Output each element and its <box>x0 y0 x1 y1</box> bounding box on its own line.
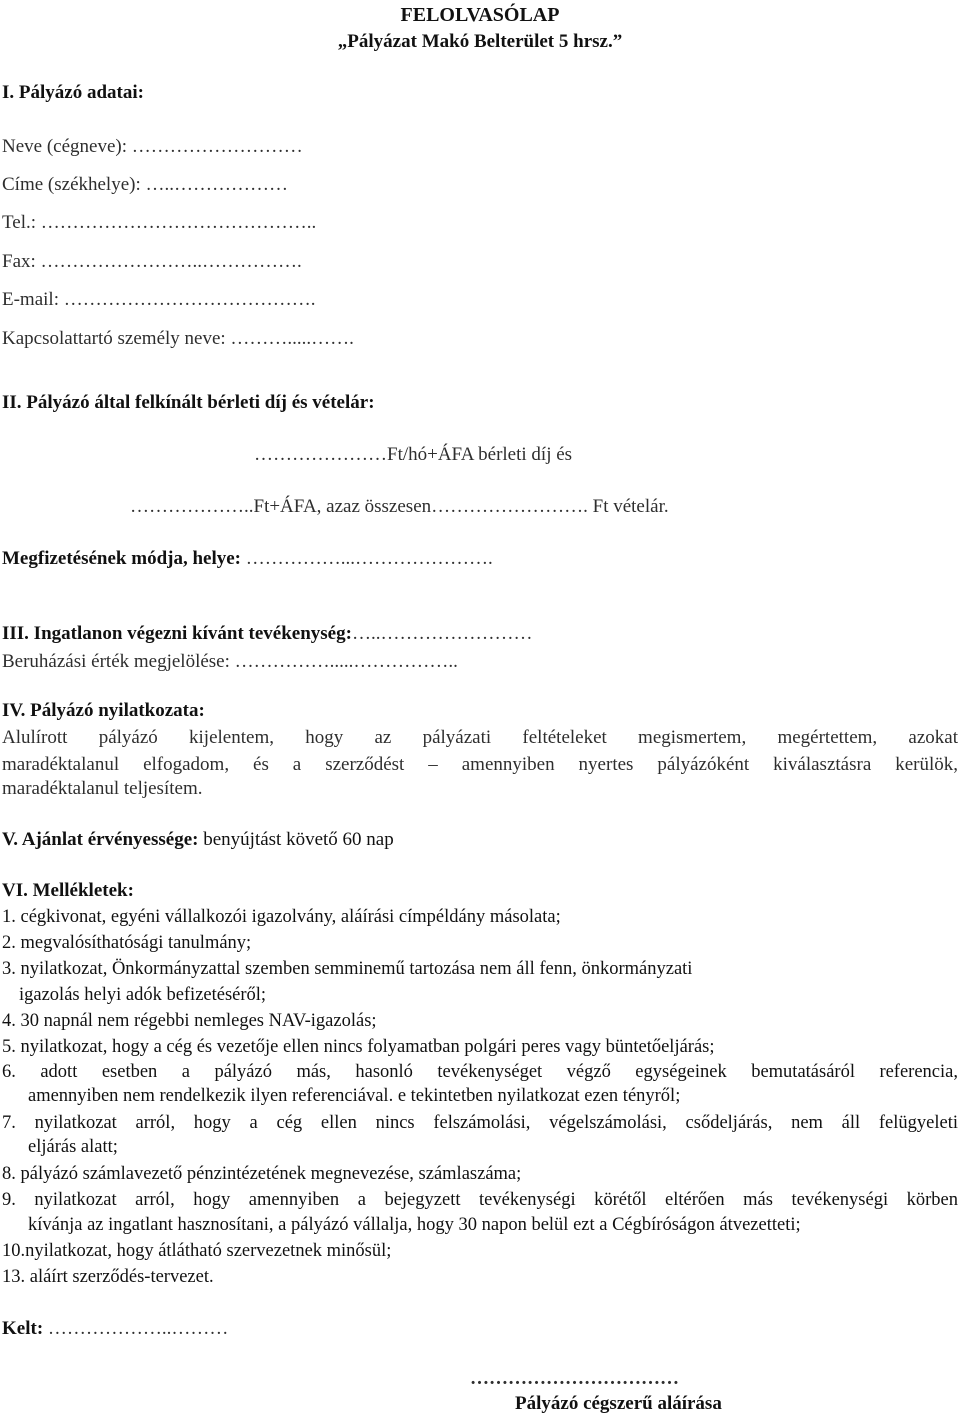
signature-label: Pályázó cégszerű aláírása <box>515 1393 722 1414</box>
section-6-heading: VI. Mellékletek: <box>2 880 134 901</box>
section-3-heading: III. Ingatlanon végezni kívánt tevékenység: <box>2 623 352 644</box>
section-5-heading: V. Ajánlat érvényessége: <box>2 829 199 850</box>
attachment-item: 3. nyilatkozat, Önkormányzattal szemben semminemű tartozása nem áll fenn, önkormányzati <box>2 959 693 979</box>
planned-activity-field[interactable]: …..…………………… <box>351 623 533 644</box>
signature-line[interactable]: …………………………… <box>470 1368 679 1389</box>
attachment-item: 10.nyilatkozat, hogy átlátható szervezetnek minősül; <box>2 1241 392 1261</box>
payment-method-label: Megfizetésének módja, helye: <box>2 548 242 569</box>
declaration-line: maradéktalanul teljesítem. <box>2 778 203 799</box>
attachment-item: 1. cégkivonat, egyéni vállalkozói igazolvány, aláírási címpéldány másolata; <box>2 907 561 927</box>
investment-value-label: Beruházási érték megjelölése: <box>2 651 230 672</box>
attachment-item: 9. nyilatkozat arról, hogy amennyiben a bejegyzett tevékenységi körétől eltérően más tevékenységi körben <box>2 1190 958 1210</box>
attachment-item-continuation: kívánja az ingatlant hasznosítani, a pályázó vállalja, hogy 30 napon belül ezt a Cégbíróságon átvezetteti; <box>28 1215 801 1235</box>
address-field[interactable]: Címe (székhelye): …..……………… <box>2 174 289 195</box>
attachment-item: 4. 30 napnál nem régebbi nemleges NAV-igazolás; <box>2 1011 377 1031</box>
document-title: FELOLVASÓLAP <box>400 4 560 26</box>
declaration-line: Alulírott pályázó kijelentem, hogy az pályázati feltételeket megismertem, megértettem, azokat <box>2 727 958 748</box>
section-1-heading: I. Pályázó adatai: <box>2 82 144 103</box>
attachment-item: 2. megvalósíthatósági tanulmány; <box>2 933 252 953</box>
investment-value-field[interactable]: …………….....…………….. <box>234 651 458 672</box>
contact-person-field[interactable]: Kapcsolattartó személy neve: ……….....……. <box>2 328 354 349</box>
attachment-item: 7. nyilatkozat arról, hogy a cég ellen nincs felszámolási, végelszámolási, csődeljárás, nem áll felügyeleti <box>2 1113 958 1133</box>
payment-method-field[interactable]: ……………...…………………. <box>245 548 493 569</box>
email-field[interactable]: E-mail: …………………………………. <box>2 289 316 310</box>
attachment-item: 8. pályázó számlavezető pénzintézetének megnevezése, számlaszáma; <box>2 1164 522 1184</box>
attachment-item-continuation: igazolás helyi adók befizetéséről; <box>19 985 267 1005</box>
document-subtitle: „Pályázat Makó Belterület 5 hrsz.” <box>337 31 623 52</box>
section-4-heading: IV. Pályázó nyilatkozata: <box>2 700 205 721</box>
attachment-item: 13. aláírt szerződés-tervezet. <box>2 1267 214 1287</box>
offer-validity-value: benyújtást követő 60 nap <box>203 829 394 850</box>
attachment-item-continuation: eljárás alatt; <box>28 1137 118 1157</box>
attachment-item-continuation: amennyiben nem rendelkezik ilyen referenciával. e tekintetben nyilatkozat ezen tényről; <box>28 1086 681 1106</box>
attachment-item: 5. nyilatkozat, hogy a cég és vezetője ellen nincs folyamatban polgári peres vagy büntetőeljárás; <box>2 1037 715 1057</box>
declaration-line: maradéktalanul elfogadom, és a szerződést – amennyiben nyertes pályázóként kiválasztásra kerülök, <box>2 754 958 775</box>
phone-field[interactable]: Tel.: …………………………………….. <box>2 212 317 233</box>
purchase-price-line[interactable]: ………………..Ft+ÁFA, azaz összesen……………………. Ft vételár. <box>130 496 669 517</box>
date-label: Kelt: <box>2 1318 44 1339</box>
rent-fee-line[interactable]: …………………Ft/hó+ÁFA bérleti díj és <box>254 444 573 465</box>
attachment-item: 6. adott esetben a pályázó más, hasonló tevékenységet végző egységeinek bemutatásáról referencia, <box>2 1062 958 1082</box>
fax-field[interactable]: Fax: ……………………..……………. <box>2 251 302 272</box>
date-field[interactable]: ………………..……… <box>47 1318 229 1339</box>
name-field[interactable]: Neve (cégneve): ……………………… <box>2 136 303 157</box>
section-2-heading: II. Pályázó által felkínált bérleti díj és vételár: <box>2 392 375 413</box>
